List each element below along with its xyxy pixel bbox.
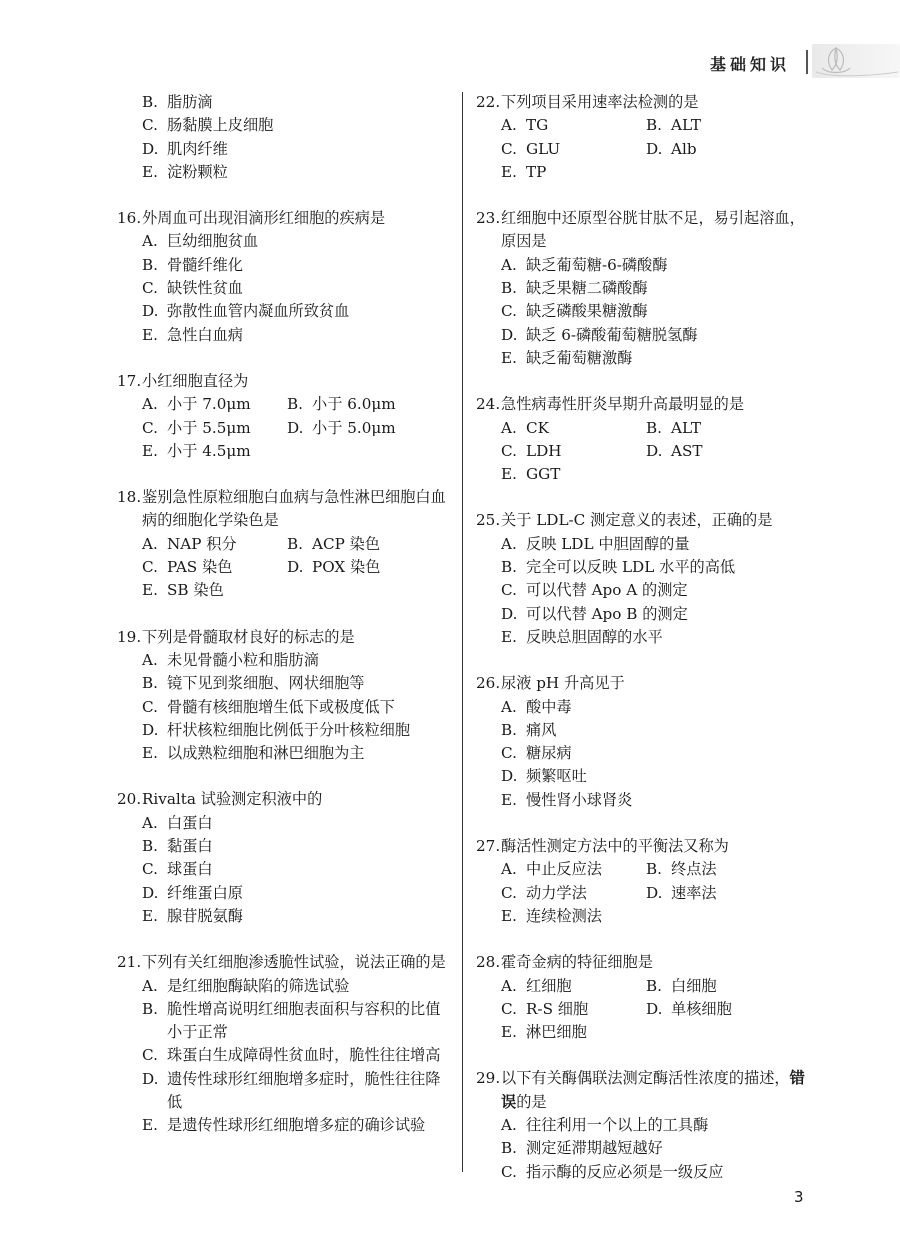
option-grid xyxy=(117,393,453,463)
option: A. 是红细胞酶缺陷的筛选试验 xyxy=(142,976,350,995)
option: D. 单核细胞 xyxy=(646,999,732,1018)
question-29 xyxy=(476,1067,816,1183)
option: E. 小于 4.5μm xyxy=(142,441,251,460)
option: E. 急性白血病 xyxy=(142,325,243,344)
option: D. 频繁呕吐 xyxy=(501,767,587,786)
option: C. R-S 细胞 xyxy=(501,999,589,1018)
option-grid xyxy=(476,858,816,928)
option: B. 小于 6.0μm xyxy=(287,395,396,414)
option: A. 白蛋白 xyxy=(142,813,213,832)
option: B. 镜下见到浆细胞、网状细胞等 xyxy=(142,674,365,693)
option: C. 球蛋白 xyxy=(142,860,213,879)
option: B. 测定延滞期越短越好 xyxy=(501,1139,663,1158)
question-stem: 23. 红细胞中还原型谷胱甘肽不足，易引起溶血，原因是 xyxy=(476,209,805,251)
question-16 xyxy=(117,207,453,347)
option-grid xyxy=(476,417,816,487)
option: B. 痛风 xyxy=(501,720,557,739)
question-28 xyxy=(476,951,816,1044)
option: E. TP xyxy=(501,162,547,181)
question-stem: 25. 关于 LDL-C 测定意义的表述，正确的是 xyxy=(476,511,773,530)
option: D. 纤维蛋白原 xyxy=(142,883,243,902)
option: C. 骨髓有核细胞增生低下或极度低下 xyxy=(142,697,395,716)
question-26 xyxy=(476,672,816,812)
option: D. POX 染色 xyxy=(287,558,381,577)
option-grid xyxy=(476,975,816,1045)
option: A. TG xyxy=(501,116,549,135)
question-22 xyxy=(476,91,816,184)
option: B. ALT xyxy=(646,418,701,437)
column-divider xyxy=(462,92,463,1172)
option: A. CK xyxy=(501,418,549,437)
option: C. LDH xyxy=(501,441,562,460)
header-divider xyxy=(806,50,808,74)
option: E. 连续检测法 xyxy=(501,906,602,925)
option: B. 骨髓纤维化 xyxy=(142,255,243,274)
option: B. 脆性增高说明红细胞表面积与容积的比值小于正常 xyxy=(142,999,441,1042)
question-stem: 27. 酶活性测定方法中的平衡法又称为 xyxy=(476,837,729,856)
option: C. 糖尿病 xyxy=(501,744,572,763)
question-21 xyxy=(117,951,453,1137)
question-stem: 24. 急性病毒性肝炎早期升高最明显的是 xyxy=(476,395,744,414)
option: E. 慢性肾小球肾炎 xyxy=(501,790,633,809)
option: E. 缺乏葡萄糖激酶 xyxy=(501,348,633,367)
emphasis-text: 错误 xyxy=(501,1069,805,1111)
option: A. 巨幼细胞贫血 xyxy=(142,232,259,251)
option: A. 往往利用一个以上的工具酶 xyxy=(501,1115,709,1134)
question-stem: 21. 下列有关红细胞渗透脆性试验，说法正确的是 xyxy=(117,953,446,972)
option: C. 缺铁性贫血 xyxy=(142,279,243,298)
option: A. NAP 积分 xyxy=(142,534,237,553)
page-number: 3 xyxy=(794,1188,804,1206)
option: D. AST xyxy=(646,441,703,460)
option: C. GLU xyxy=(501,139,561,158)
option: A. 反映 LDL 中胆固醇的量 xyxy=(501,534,690,553)
option: D. 肌肉纤维 xyxy=(142,139,228,158)
question-25 xyxy=(476,509,816,649)
option: A. 红细胞 xyxy=(501,976,572,995)
option: E. SB 染色 xyxy=(142,581,224,600)
question-stem: 29. 以下有关酶偶联法测定酶活性浓度的描述，错误的是 xyxy=(476,1069,805,1111)
option: E. GGT xyxy=(501,465,561,484)
question-15-continued xyxy=(117,91,453,184)
option: C. PAS 染色 xyxy=(142,558,233,577)
option: D. 小于 5.0μm xyxy=(287,418,396,437)
option: A. 酸中毒 xyxy=(501,697,572,716)
question-19 xyxy=(117,626,453,766)
option: D. 速率法 xyxy=(646,883,717,902)
option: C. 小于 5.5μm xyxy=(142,418,251,437)
option: C. 肠黏膜上皮细胞 xyxy=(142,116,274,135)
question-stem: 18. 鉴别急性原粒细胞白血病与急性淋巴细胞白血病的细胞化学染色是 xyxy=(117,488,446,530)
question-stem: 22. 下列项目采用速率法检测的是 xyxy=(476,93,699,111)
option: B. 完全可以反映 LDL 水平的高低 xyxy=(501,558,736,577)
option: C. 指示酶的反应必须是一级反应 xyxy=(501,1162,724,1181)
question-17 xyxy=(117,370,453,463)
page-header xyxy=(700,44,900,78)
option: B. ACP 染色 xyxy=(287,534,381,553)
option-grid xyxy=(476,114,816,184)
option: A. 缺乏葡萄糖-6-磷酸酶 xyxy=(501,255,668,274)
option-grid xyxy=(117,533,453,603)
option: D. 可以代替 Apo B 的测定 xyxy=(501,604,688,623)
option: C. 缺乏磷酸果糖激酶 xyxy=(501,302,648,321)
option: B. 终点法 xyxy=(646,860,717,879)
left-column xyxy=(117,91,453,1161)
option: B. ALT xyxy=(646,116,701,135)
question-stem: 28. 霍奇金病的特征细胞是 xyxy=(476,953,653,972)
question-27 xyxy=(476,835,816,928)
option: A. 未见骨髓小粒和脂肪滴 xyxy=(142,650,319,669)
question-23 xyxy=(476,207,816,370)
option: A. 中止反应法 xyxy=(501,860,602,879)
option: D. Alb xyxy=(646,139,697,158)
option: E. 腺苷脱氨酶 xyxy=(142,906,243,925)
question-20 xyxy=(117,788,453,928)
lotus-logo-icon xyxy=(812,44,900,78)
option: D. 弥散性血管内凝血所致贫血 xyxy=(142,302,350,321)
question-24 xyxy=(476,393,816,486)
section-title: 基础知识 xyxy=(710,55,791,74)
question-stem: 19. 下列是骨髓取材良好的标志的是 xyxy=(117,627,355,646)
option: B. 缺乏果糖二磷酸酶 xyxy=(501,279,648,298)
option: C. 可以代替 Apo A 的测定 xyxy=(501,581,688,600)
option: D. 杆状核粒细胞比例低于分叶核粒细胞 xyxy=(142,720,410,739)
option: E. 是遗传性球形红细胞增多症的确诊试验 xyxy=(142,1116,426,1135)
option: E. 淋巴细胞 xyxy=(501,1023,587,1042)
option: E. 反映总胆固醇的水平 xyxy=(501,627,663,646)
option: A. 小于 7.0μm xyxy=(142,395,251,414)
option: C. 珠蛋白生成障碍性贫血时，脆性往往增高 xyxy=(142,1046,441,1065)
right-column xyxy=(476,91,816,1207)
option: C. 动力学法 xyxy=(501,883,587,902)
option: B. 脂肪滴 xyxy=(142,93,213,111)
option: B. 黏蛋白 xyxy=(142,837,213,856)
option: E. 淀粉颗粒 xyxy=(142,162,228,181)
option: B. 白细胞 xyxy=(646,976,717,995)
question-18 xyxy=(117,486,453,602)
option: D. 遗传性球形红细胞增多症时，脆性往往降低 xyxy=(142,1069,441,1111)
question-stem: 20. Rivalta 试验测定积液中的 xyxy=(117,790,323,809)
question-stem: 26. 尿液 pH 升高见于 xyxy=(476,674,625,693)
option: D. 缺乏 6-磷酸葡萄糖脱氢酶 xyxy=(501,325,698,344)
option: E. 以成熟粒细胞和淋巴细胞为主 xyxy=(142,744,365,763)
question-stem: 17. 小红细胞直径为 xyxy=(117,371,249,390)
question-stem: 16. 外周血可出现泪滴形红细胞的疾病是 xyxy=(117,209,385,228)
